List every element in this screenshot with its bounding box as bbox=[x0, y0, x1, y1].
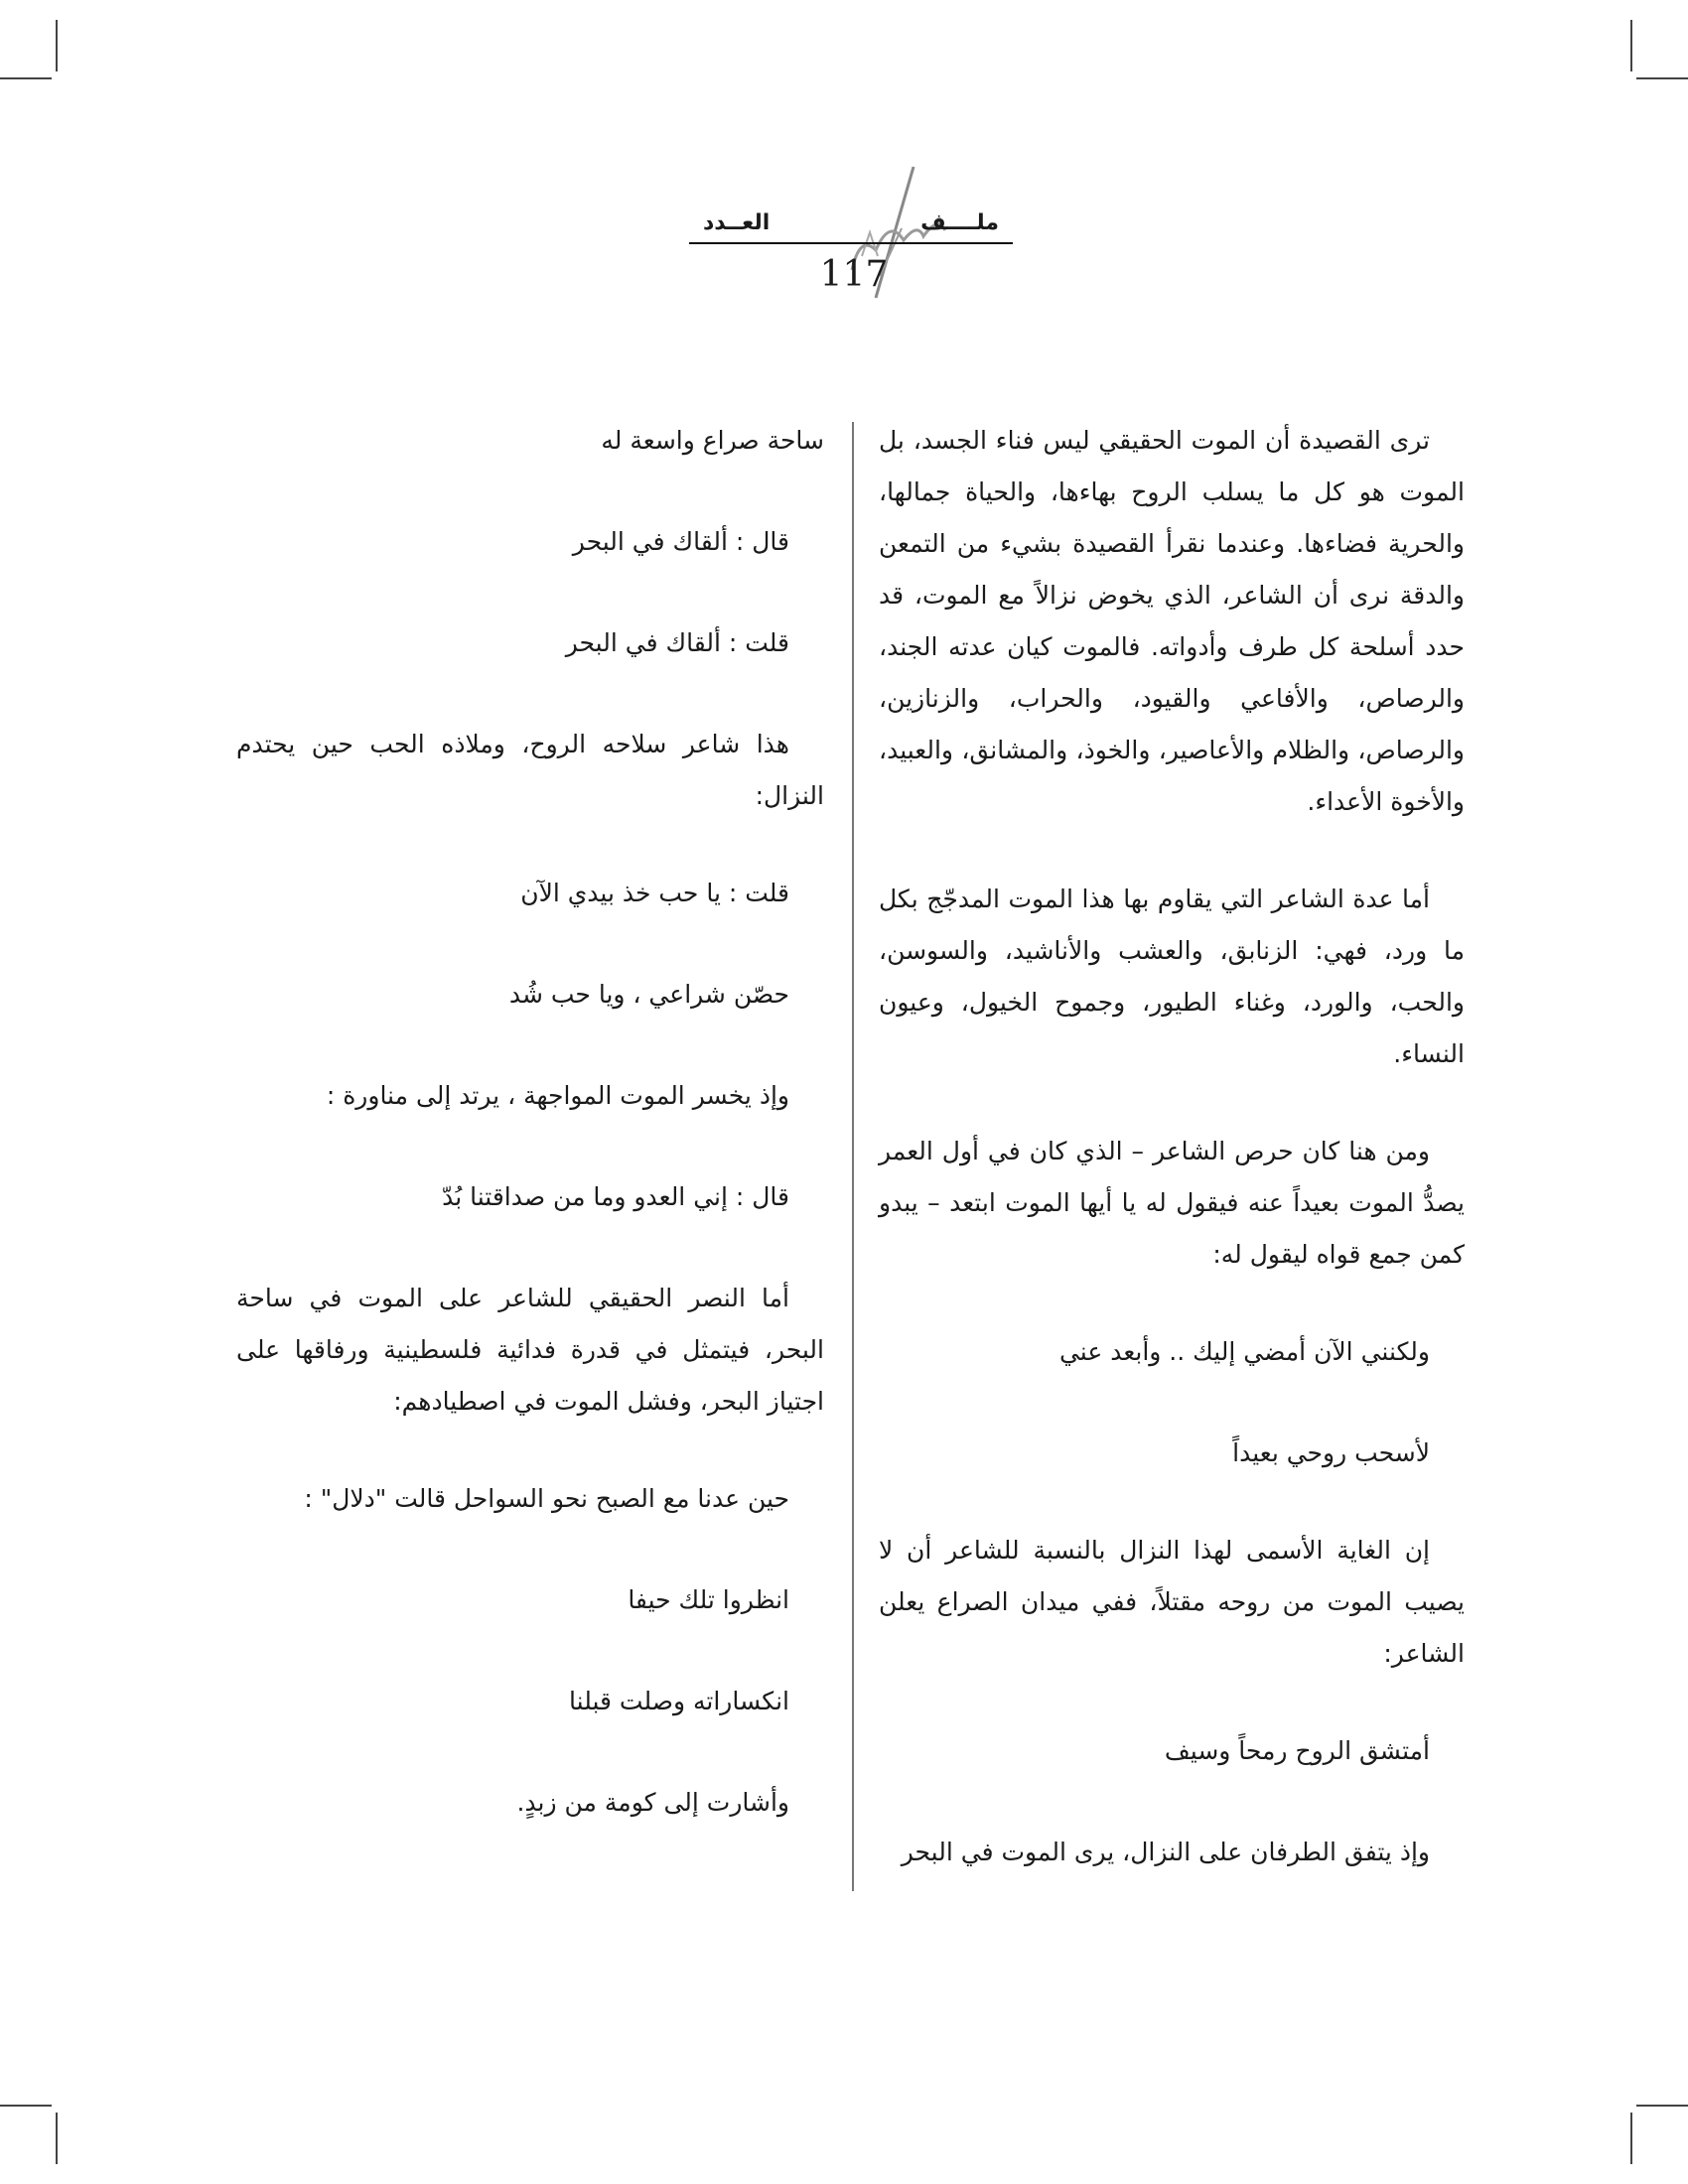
paragraph: أما عدة الشاعر التي يقاوم بها هذا الموت المدجّج بكل ما ورد، فهي: الزنابق، والعشب والأناشيد، والسوسن، والحب، والورد، وغناء الطيور، وجموح الخيول، وعيون النساء. bbox=[879, 885, 1465, 1068]
verse-line: قلت : ألقاك في البحر bbox=[565, 628, 789, 657]
crop-mark-bottom-left-horizontal bbox=[0, 2105, 52, 2107]
crop-mark-top-left-horizontal bbox=[0, 77, 52, 79]
verse-line: وإذ يخسر الموت المواجهة ، يرتد إلى مناورة : bbox=[326, 1081, 789, 1110]
file-label: ملــــف bbox=[920, 210, 999, 235]
continuation-line: ساحة صراع واسعة له bbox=[601, 426, 824, 455]
column-divider bbox=[852, 422, 854, 1891]
page-number: 117 bbox=[819, 254, 889, 295]
left-column bbox=[236, 415, 824, 1878]
crop-mark-top-right-vertical bbox=[1630, 20, 1632, 71]
header-rule bbox=[689, 242, 1013, 244]
paragraph: وإذ يتفق الطرفان على النزال، يرى الموت في البحر bbox=[901, 1838, 1430, 1866]
crop-mark-bottom-right-horizontal bbox=[1636, 2105, 1688, 2107]
right-column bbox=[879, 415, 1465, 1924]
verse-line: قال : إني العدو وما من صداقتنا بُدّ bbox=[442, 1182, 789, 1211]
crop-mark-bottom-left-vertical bbox=[56, 2113, 58, 2164]
verse-line: ولكنني الآن أمضي إليك .. وأبعد عني bbox=[1058, 1337, 1430, 1366]
issue-label: العــدد bbox=[703, 210, 771, 235]
paragraph: ترى القصيدة أن الموت الحقيقي ليس فناء الجسد، بل الموت هو كل ما يسلب الروح بهاءها، والحياة جمالها، والحرية فضاءها. وعندما نقرأ القصيدة بشيء من التمعن والدقة نرى أن الشاعر، الذي يخوض نزالاً مع الموت، قد حدد أسلحة كل طرف وأدواته. فالموت كيان عدته الجند، والرصاص، والأفاعي والقيود، والحراب، والزنازين، والرصاص، والظلام والأعاصير، والخوذ، والمشانق، والعبيد، والأخوة الأعداء. bbox=[879, 426, 1465, 816]
verse-line: انظروا تلك حيفا bbox=[628, 1585, 789, 1614]
verse-line: قلت : يا حب خذ بيدي الآن bbox=[520, 879, 789, 907]
crop-mark-top-left-vertical bbox=[56, 20, 58, 71]
verse-line: انكساراته وصلت قبلنا bbox=[569, 1687, 789, 1715]
verse-line: أمتشق الروح رمحاً وسيف bbox=[1164, 1736, 1430, 1765]
verse-line: حين عدنا مع الصبح نحو السواحل قالت "دلال" : bbox=[304, 1484, 789, 1513]
paragraph: ومن هنا كان حرص الشاعر – الذي كان في أول العمر يصدُّ الموت بعيداً عنه فيقول له يا أيها الموت ابتعد – يبدو كمن جمع قواه ليقول له: bbox=[879, 1137, 1465, 1269]
paragraph: أما النصر الحقيقي للشاعر على الموت في ساحة البحر، فيتمثل في قدرة فدائية فلسطينية ورفاقها على اجتياز البحر، وفشل الموت في اصطيادهم: bbox=[236, 1284, 824, 1416]
verse-line: وأشارت إلى كومة من زبدٍ. bbox=[516, 1788, 789, 1817]
paragraph: هذا شاعر سلاحه الروح، وملاذه الحب حين يحتدم النزال: bbox=[236, 730, 824, 810]
verse-line: قال : ألقاك في البحر bbox=[572, 527, 789, 556]
paragraph: إن الغاية الأسمى لهذا النزال بالنسبة للشاعر أن لا يصيب الموت من روحه مقتلاً، ففي ميدان الصراع يعلن الشاعر: bbox=[879, 1536, 1465, 1668]
crop-mark-top-right-horizontal bbox=[1636, 77, 1688, 79]
verse-line: لأسحب روحي بعيداً bbox=[1232, 1438, 1430, 1467]
verse-line: حصّن شراعي ، ويا حب شُد bbox=[508, 980, 789, 1009]
crop-mark-bottom-right-vertical bbox=[1630, 2113, 1632, 2164]
